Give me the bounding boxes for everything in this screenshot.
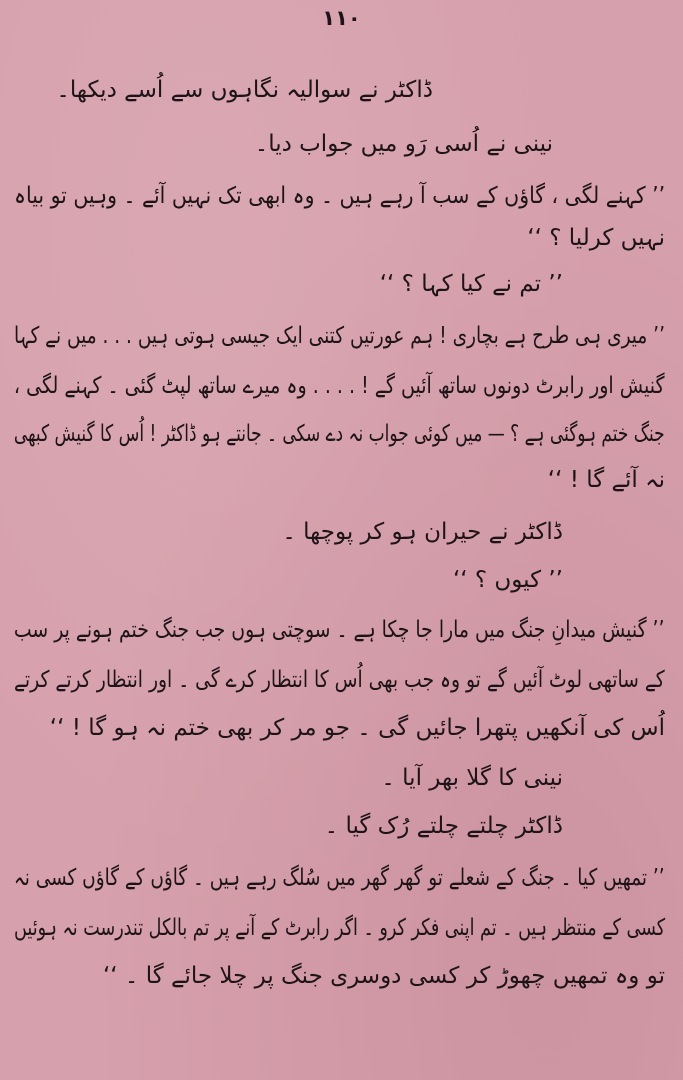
text-line: نینی نے اُسی رَو میں جواب دیا۔ (254, 131, 553, 157)
page-number: ۱۱۰ (322, 6, 361, 30)
text-line: گنیش اور رابرٹ دونوں ساتھ آئیں گے ! . . . . وہ میرے ساتھ لپٹ گئی ۔ کہنے لگی ، (14, 373, 665, 399)
text-line: ڈاکٹر نے سوالیہ نگاہوں سے اُسے دیکھا۔ (56, 77, 433, 103)
text-line: ڈاکٹر چلتے چلتے رُک گیا ۔ (324, 813, 563, 839)
text-line: کسی کے منتظر ہیں ۔ تم اپنی فکر کرو ۔ اگر رابرٹ کے آنے پر تم بالکل تندرست نہ ہوئیں (13, 915, 665, 941)
text-line: ’’ تمھیں کیا ۔ جنگ کے شعلے تو گھر گھر میں سُلگ رہے ہیں ۔ گاؤں کے گاؤں کسی نہ (14, 865, 665, 891)
text-line: تو وہ تمھیں چھوڑ کر کسی دوسری جنگ پر چلا جائے گا ۔ ‘‘ (103, 963, 665, 989)
text-line: ڈاکٹر نے حیران ہو کر پوچھا ۔ (282, 519, 563, 545)
text-line: ’’ میری ہی طرح ہے بچاری ! ہم عورتیں کتنی ایک جیسی ہوتی ہیں . . . میں نے کہا (14, 323, 665, 349)
text-line: کے ساتھی لوٹ آئیں گے تو وہ جب بھی اُس کا انتظار کرے گی ۔ اور انتظار کرتے کرتے (14, 667, 665, 693)
text-line: ’’ کیوں ؟ ‘‘ (452, 567, 563, 593)
text-line: ’’ گنیش میدانِ جنگ میں مارا جا چکا ہے ۔ سوچتی ہوں جب جنگ ختم ہونے پر سب (14, 617, 665, 643)
text-line: نہ آئے گا ! ‘‘ (547, 467, 665, 493)
text-line: ’’ تم نے کیا کہا ؟ ‘‘ (379, 271, 563, 297)
text-line: نینی کا گلا بھر آیا ۔ (381, 765, 563, 791)
text-line: ’’ کہنے لگی ، گاؤں کے سب آ رہے ہیں ۔ وہ ابھی تک نہیں آئے ۔ وہیں تو بیاہ (13, 183, 665, 209)
text-line: اُس کی آنکھیں پتھرا جائیں گی ۔ جو مر کر بھی ختم نہ ہو گا ! ‘‘ (49, 715, 665, 741)
text-line: نہیں کرلیا ؟ ‘‘ (527, 225, 665, 251)
text-line: جنگ ختم ہوگئی ہے ؟ — میں کوئی جواب نہ دے سکی ۔ جانتے ہو ڈاکٹر ! اُس کا گنیش کبھی (14, 421, 665, 447)
